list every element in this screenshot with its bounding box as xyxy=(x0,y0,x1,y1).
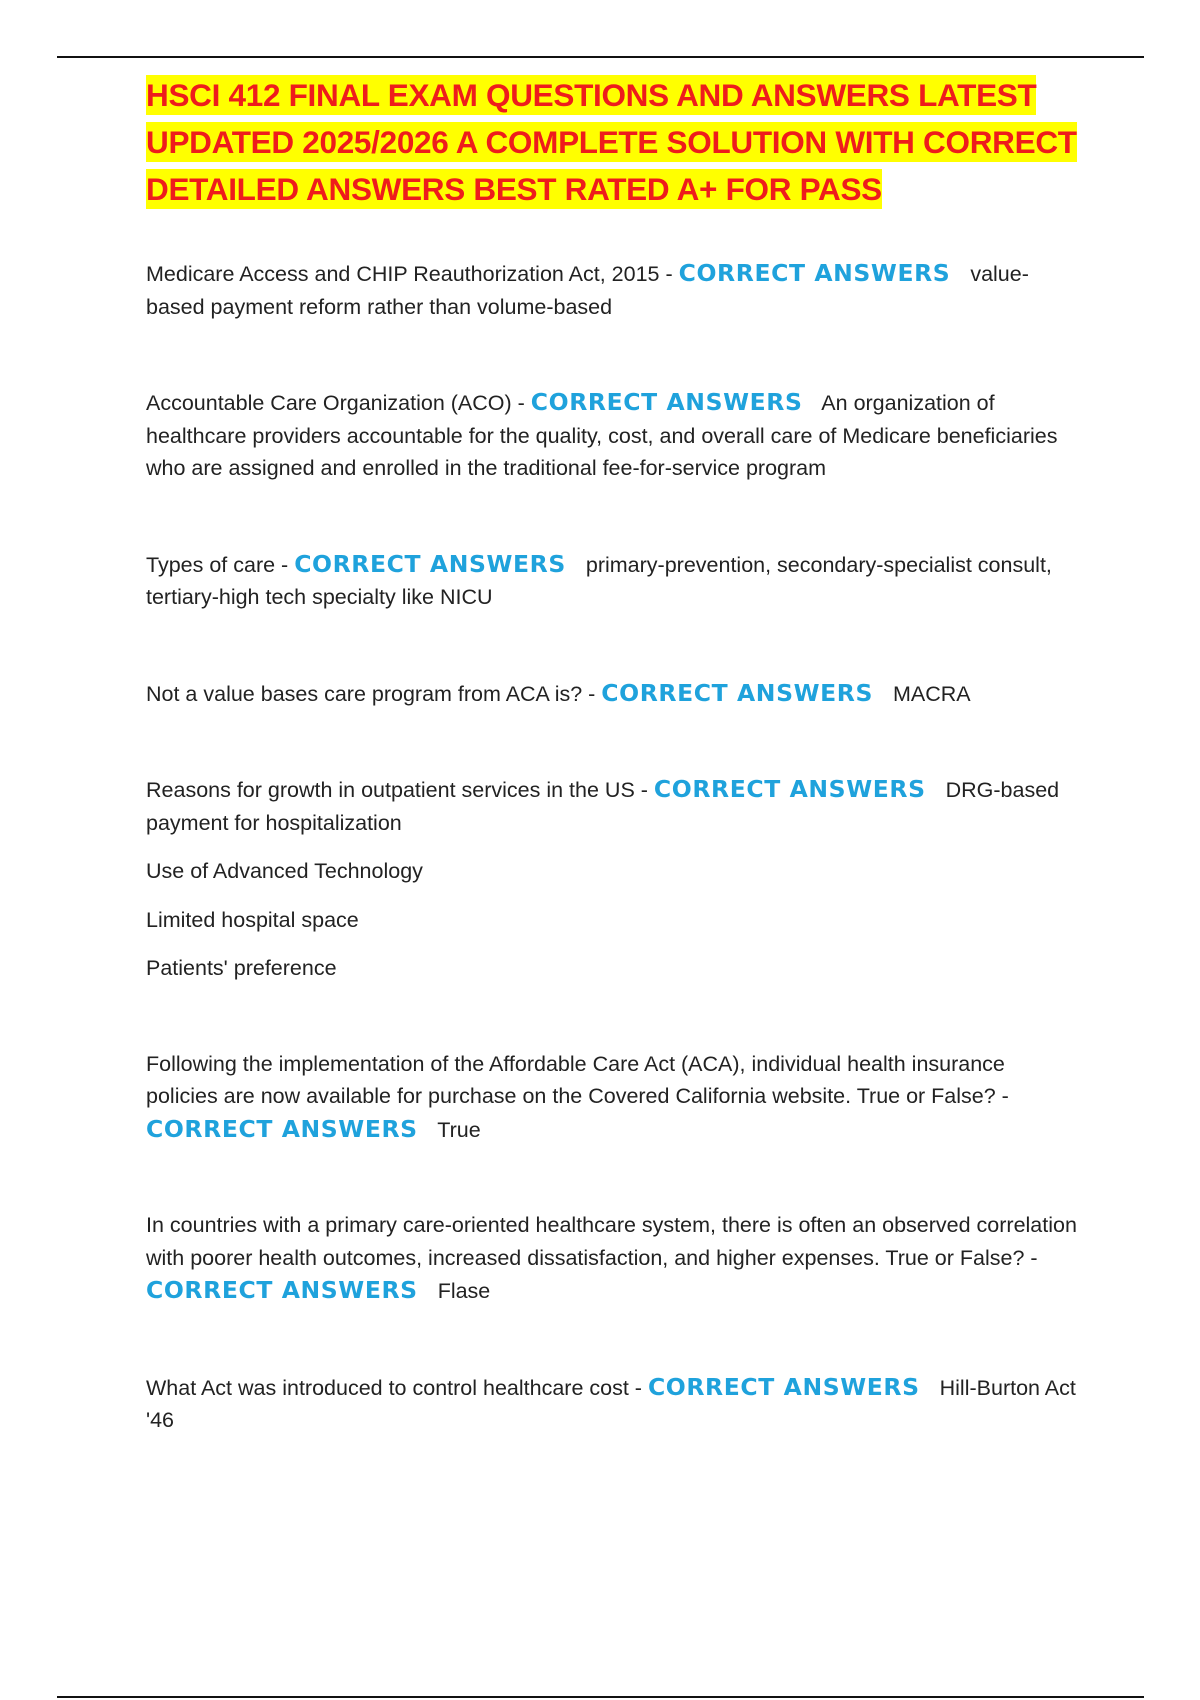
question-text: Accountable Care Organization (ACO) - xyxy=(146,391,525,415)
qa-item xyxy=(146,1048,1081,1147)
answer-text: MACRA xyxy=(892,681,971,706)
qa-text xyxy=(146,1048,1081,1147)
qa-text xyxy=(146,257,1081,323)
qa-item xyxy=(146,773,1081,985)
correct-answers-tag: CORRECT ANSWERS xyxy=(647,1372,920,1401)
qa-text xyxy=(146,773,1081,839)
document-body xyxy=(146,72,1081,1500)
qa-text xyxy=(146,548,1081,614)
answer-text: Hill-Burton Act '46 xyxy=(146,1375,1076,1432)
correct-answers-tag: CORRECT ANSWERS xyxy=(653,775,926,803)
qa-list xyxy=(146,257,1081,1437)
correct-answers-tag: CORRECT ANSWERS xyxy=(530,388,803,416)
correct-answers-tag: CORRECT ANSWERS xyxy=(601,678,873,707)
bottom-divider xyxy=(57,1696,1144,1698)
answer-extra-line: Use of Advanced Technology xyxy=(146,859,423,883)
answer-text: An organization of healthcare providers accountable for the quality, cost, and overall care of Medicare beneficiaries who are assigned and enrolled in the traditional fee-for-service program xyxy=(146,391,1058,480)
answer-extra-line: Patients' preference xyxy=(146,956,337,980)
qa-item xyxy=(146,1209,1081,1308)
qa-text xyxy=(146,386,1081,485)
answer-text: DRG-based payment for hospitalization xyxy=(146,778,1060,835)
question-text: Reasons for growth in outpatient services in the US - xyxy=(146,778,648,802)
qa-item xyxy=(146,548,1081,614)
question-text: Medicare Access and CHIP Reauthorization Act, 2015 - xyxy=(146,262,673,286)
question-text: Following the implementation of the Affordable Care Act (ACA), individual health insurance policies are now available for purchase on the Covered California website. True or False? - xyxy=(146,1051,1009,1108)
qa-text xyxy=(146,1371,1081,1437)
correct-answers-tag: CORRECT ANSWERS xyxy=(146,1114,418,1143)
qa-item xyxy=(146,257,1081,323)
qa-item xyxy=(146,386,1081,485)
answer-extra-line: Limited hospital space xyxy=(146,907,359,932)
top-divider xyxy=(57,56,1144,58)
answer-text: primary-prevention, secondary-specialist consult, tertiary-high tech specialty like NICU xyxy=(146,552,1052,609)
qa-text xyxy=(146,677,1081,711)
question-text: Types of care - xyxy=(146,552,289,577)
question-text: What Act was introduced to control healthcare cost - xyxy=(146,1375,642,1400)
qa-item xyxy=(146,1371,1081,1437)
qa-text xyxy=(146,1209,1081,1308)
document-title-text: HSCI 412 FINAL EXAM QUESTIONS AND ANSWERS LATEST UPDATED 2025/2026 A COMPLETE SOLUTION WITH CORRECT DETAILED ANSWERS BEST RATED A+ FOR PASS xyxy=(146,77,1077,207)
answer-text: value-based payment reform rather than volume-based xyxy=(146,262,1029,319)
qa-item xyxy=(146,677,1081,711)
question-text: Not a value bases care program from ACA is? - xyxy=(146,681,596,706)
answer-text: Flase xyxy=(437,1279,491,1303)
answer-text: True xyxy=(437,1117,481,1142)
correct-answers-tag: CORRECT ANSWERS xyxy=(146,1276,418,1304)
correct-answers-tag: CORRECT ANSWERS xyxy=(678,259,951,287)
correct-answers-tag: CORRECT ANSWERS xyxy=(294,549,566,578)
document-title xyxy=(146,72,1081,213)
question-text: In countries with a primary care-oriented healthcare system, there is often an observed correlation with poorer health outcomes, increased dissatisfaction, and higher expenses. True or False? - xyxy=(146,1213,1077,1270)
